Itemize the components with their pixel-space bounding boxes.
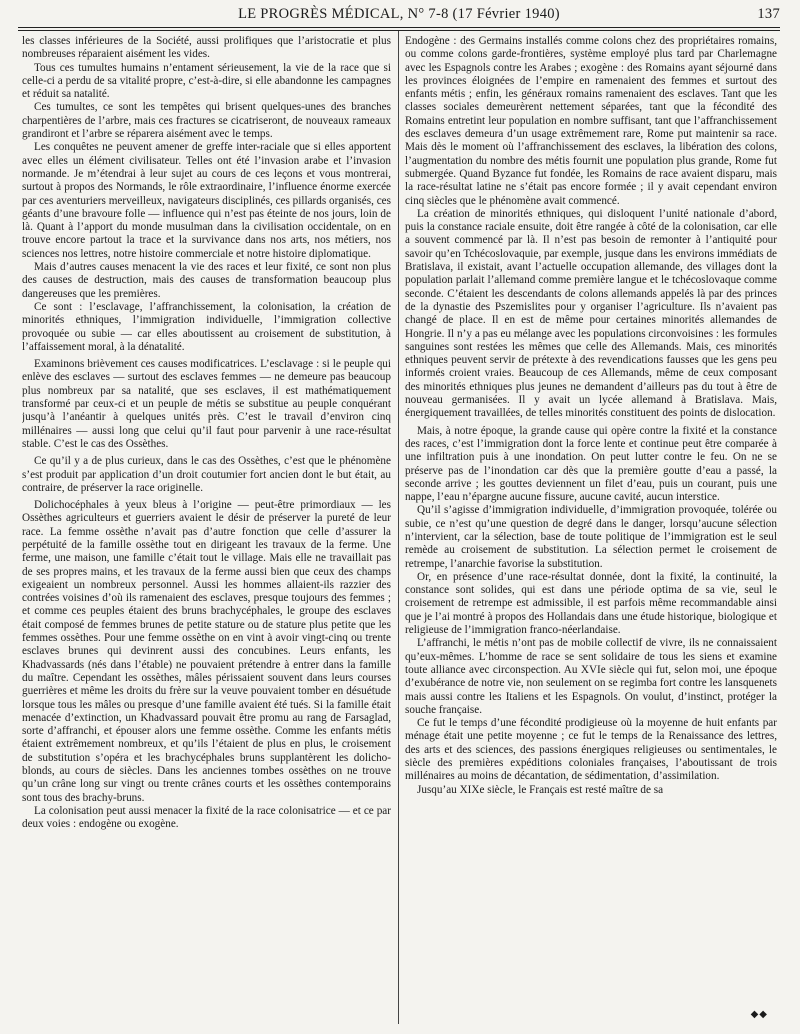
paragraph: Jusqu’au XIXe siècle, le Français est resté maître de sa xyxy=(417,783,664,796)
paragraph: Or, en présence d’une race-résultat donnée, dont la fixité, la continuité, la constance sont solides, qui est dans une période optima de sa vie, seul le croisement de retrempe est admissible, il est parfois même recommandable ainsi que je l’ai montré à propos des Hollandais dans une étude historique, biologique et religieuse de l’immigration franco-néerlandaise. xyxy=(405,570,777,637)
paragraph: Mais, à notre époque, la grande cause qui opère contre la fixité et la constance des races, c’est l’immigration dont la force lente et continue peut être comparée à une infiltration puis à une inondation. On peut lutter contre le feu. On ne se préserve pas de l’inondation car dès que la première goutte d’eau a passé, la seconde arrive ; les gouttes deviennent un filet d’eau, puis un courant, puis une nappe, l’eau n’épargne aucune fissure, aucune cavité, aucun interstice. xyxy=(405,424,777,504)
header-rule-top xyxy=(18,27,780,28)
header-rule-bottom xyxy=(18,30,780,31)
paragraph: Examinons brièvement ces causes modificatrices. L’esclavage : si le peuple qui enlève des esclaves — surtout des esclaves femmes — ne demeure pas beaucoup plus nombreux par sa natalité, que ses esclaves, il est mathématiquement transformé par ceux-ci et un peuple de métis se substitue au peuple conquérant jusqu’à l’anéantir à quelques unités près. C’est le travail d’environ cinq millénaires — aussi long que celui qu’il faut pour parvenir à une race-résultat stable. C’est le cas des Ossèthes. xyxy=(22,358,391,450)
paragraph: Dolichocéphales à yeux bleus à l’origine — peut-être primordiaux — les Ossèthes agriculteurs et guerriers avaient le désir de préserver la pureté de leur race. La femme ossèthe n’avait pas d’autre fonction que celle d’assurer la perpétuité de la famille ossèthe tout en dirigeant les travaux de la ferme. Une ferme, une maison, une famille c’était tout le village. Mais elle ne travaillait pas de ses propres mains, et les travaux de la ferme aussi bien que ceux des champs exigeaient un nombreux personnel. Aussi les hommes allaient-ils razzier des contrées voisines d’où ils ramenaient des esclaves, presque toujours des femmes ; et comme ces peuples étaient des bruns brachycéphales, le groupe des esclaves était composé de femmes brunes de petite stature ou de stature plus petite que les femmes ossèthes. Pour une femme ossèthe on en vint à avoir vingt-cinq ou trente esclaves brunes qui devinrent aussi des concubines. Leurs enfants, les Khadvassards (nés dans l’étable) ne pouvaient prétendre à entrer dans la famille du maître. Cependant les ossèthes, mâles périssaient souvent dans leurs courses guerrières et même les droits du frère sur la veuve pouvaient tomber en désuétude lorsque tous les mâles ou presque d’une famille avaient été tués. Si la famille était menacée d’extinction, un Khadvassard pouvait être promu au rang de Farsaglad, sorte d’affranchi, et épouser alors une femme ossèthe. Comme les enfants métis étaient extrêmement nombreux, et qu’ils l’étaient de plus en plus, le croisement de substitution s’opéra et les brachycéphales bruns supplantèrent les dolicho-blonds, au cours de siècles. Dans les anciennes tombes ossèthes on ne trouve qu’un crâne long sur vingt ou trente crânes courts et les ossèthes contemporains sont tous des brachy-bruns. xyxy=(22,499,391,804)
end-ornament: ◆◆ xyxy=(750,1009,768,1020)
paragraph: Qu’il s’agisse d’immigration individuelle, d’immigration provoquée, tolérée ou subie, ce n’est qu’une question de degré dans le danger, lorsqu’aucune sélection n’intervient, car la sélection, base de toute politique de l’immigration est le seul remède au croisement de substitution. La sélection permet le croisement de retrempe, l’anarchie favorise la substitution. xyxy=(405,504,777,570)
paragraph: Ces tumultes, ce sont les tempêtes qui brisent quelques-unes des branches charpentières de l’arbre, mais ces fractures se cicatriseront, de nouveaux rameaux grandiront et l’arbre se réparera aisément avec le temps. xyxy=(22,101,391,141)
paragraph: La création de minorités ethniques, qui disloquent l’unité nationale d’abord, puis la constance raciale ensuite, doit être rangée à côté de la colonisation, car elle a souvent commencé par là. Il n’est pas besoin de remonter à l’antiquité pour savoir qu’en Tchécoslovaquie, par exemple, jusque dans les environs immédiats de Bratislava, il existait, avant l’actuelle occupation allemande, des villages dont la population parlait l’allemand comme première langue et le tchécoslovaque comme seconde. C’étaient les descendants de colons allemands appelés là par des princes de la dynastie des Pszemislites pour y organiser l’agriculture. Ils n’avaient pas changé de place. Il en est de même pour certaines minorités allemandes de Hongrie. Il n’y a pas eu mélange avec les populations circonvoisines : les formules sanguines sont restées les mêmes que celle des Allemands. Mais, ces minorités ethniques peuvent servir de prétexte à des revendications fausses que les gens peu informés croient vraies. Beaucoup de ces Allemands, même de ceux composant des minorités ethniques plus jeunes ne demandent d’ailleurs pas du tout à être de nouveau germanisées. Il y avait un lycée allemand à Bratislava. Mais, énergiquement travaillées, de telles minorités constituent des points de dislocation. xyxy=(405,207,777,420)
column-separator xyxy=(398,31,399,1024)
right-column xyxy=(405,35,777,1025)
paragraph: Tous ces tumultes humains n’entament sérieusement, la vie de la race que si celle-ci a perdu de sa vitalité propre, c’est-à-dire, si elle abandonne les campagnes et réduit sa natalité. xyxy=(22,61,391,101)
running-header xyxy=(18,6,780,28)
journal-title: LE PROGRÈS MÉDICAL, N° 7-8 (17 Février 1940) xyxy=(238,6,560,22)
paragraph: L’affranchi, le métis n’ont pas de mobile collectif de vivre, ils ne connaissaient qu’eux-mêmes. L’homme de race se sent solidaire de tous les siens et examine toute alliance avec circonspection. Au XVIe siècle qui fut, selon moi, une époque d’exubérance de notre vie, non seulement on se regimba fort contre les lansquenets mais aussi contre les Italiens et les Espagnols. On voulut, d’instinct, protéger la souche française. xyxy=(405,637,777,716)
paragraph: Ce fut le temps d’une fécondité prodigieuse où la moyenne de huit enfants par ménage était une petite moyenne ; ce fut le temps de la Renaissance des lettres, des arts et des sciences, des passions énergiques religieuses ou sentimentales, le siècle des premières expéditions coloniales françaises, l’aboutissant de trois millénaires au moins de décantation, de sédimentation, d’assimilation. xyxy=(405,717,777,783)
paragraph: Mais d’autres causes menacent la vie des races et leur fixité, ce sont non plus des causes de destruction, mais des causes de transformation beaucoup plus dangereuses que les premières. xyxy=(22,261,391,300)
paragraph: La colonisation peut aussi menacer la fixité de la race colonisatrice — et ce par deux voies : endogène ou exogène. xyxy=(22,804,391,831)
page-number: 137 xyxy=(757,6,780,22)
left-column xyxy=(22,35,391,1025)
paragraph: Les conquêtes ne peuvent amener de greffe inter-raciale que si elles apportent avec elles un élément civilisateur. Telles ont été l’invasion arabe et l’invasion normande. Je m’étendrai à leur sujet au cours de ces leçons et vous montrerai, surtout à propos des Normands, le rôle extraordinaire, l’influence énorme exercée par ces aventuriers merveilleux, navigateurs disciplinés, ces pillards organisés, ces géants d’une bravoure folle — influence qui n’est pas éteinte de nos jours, loin de là. Quant à l’apport du monde musulman dans la civilisation occidentale, on en trouve encore partout la trace et la survivance dans nos arts, nos métiers, nos sciences nos lettres, notre histoire commerciale et notre histoire diplomatique. xyxy=(22,141,391,260)
paragraph: Endogène : des Germains installés comme colons chez des propriétaires romains, ou comme colons garde-frontières, système employé plus tard par Charlemagne avec les Espagnols contre les Arabes ; exogène : des Romains ayant séjourné dans les provinces éloignées de l’empire en ramenaient des femmes et surtout des enfants métis ; enfin, les généraux romains ramenaient des esclaves. Tant que les classes sociales demeurèrent nettement séparées, tant que la fécondité des Romains entretint leur population en nombre suffisant, tant que l’affranchissement des esclaves demeura d’un usage extrêmement rare, Rome put maintenir sa race. Mais dès le moment où l’affranchissement des esclaves, la libération des colons, l’augmentation du nombre des métis fournit une population plus grande, Rome fut submergée. Quand Byzance fut fondée, les Romains de race avaient disparu, mais la race-résultat latine ne s’était pas encore formée ; il y avait cependant environ cinq siècles que le phénomène avait commencé. xyxy=(405,35,777,207)
paragraph: Ce qu’il y a de plus curieux, dans le cas des Ossèthes, c’est que le phénomène s’est produit par application d’un droit coutumier fort ancien dont le but était, au contraire, de préserver la race originelle. xyxy=(22,455,391,494)
paragraph: Ce sont : l’esclavage, l’affranchissement, la colonisation, la création de minorités ethniques, l’immigration individuelle, l’immigration collective provoquée ou subie — car elles aboutissent au croisement de substitution, à l’affaissement moral, à la dénatalité. xyxy=(22,300,391,353)
paragraph: les classes inférieures de la Société, aussi prolifiques que l’aristocratie et plus nombreuses réparaient aisément les vides. xyxy=(22,35,391,61)
